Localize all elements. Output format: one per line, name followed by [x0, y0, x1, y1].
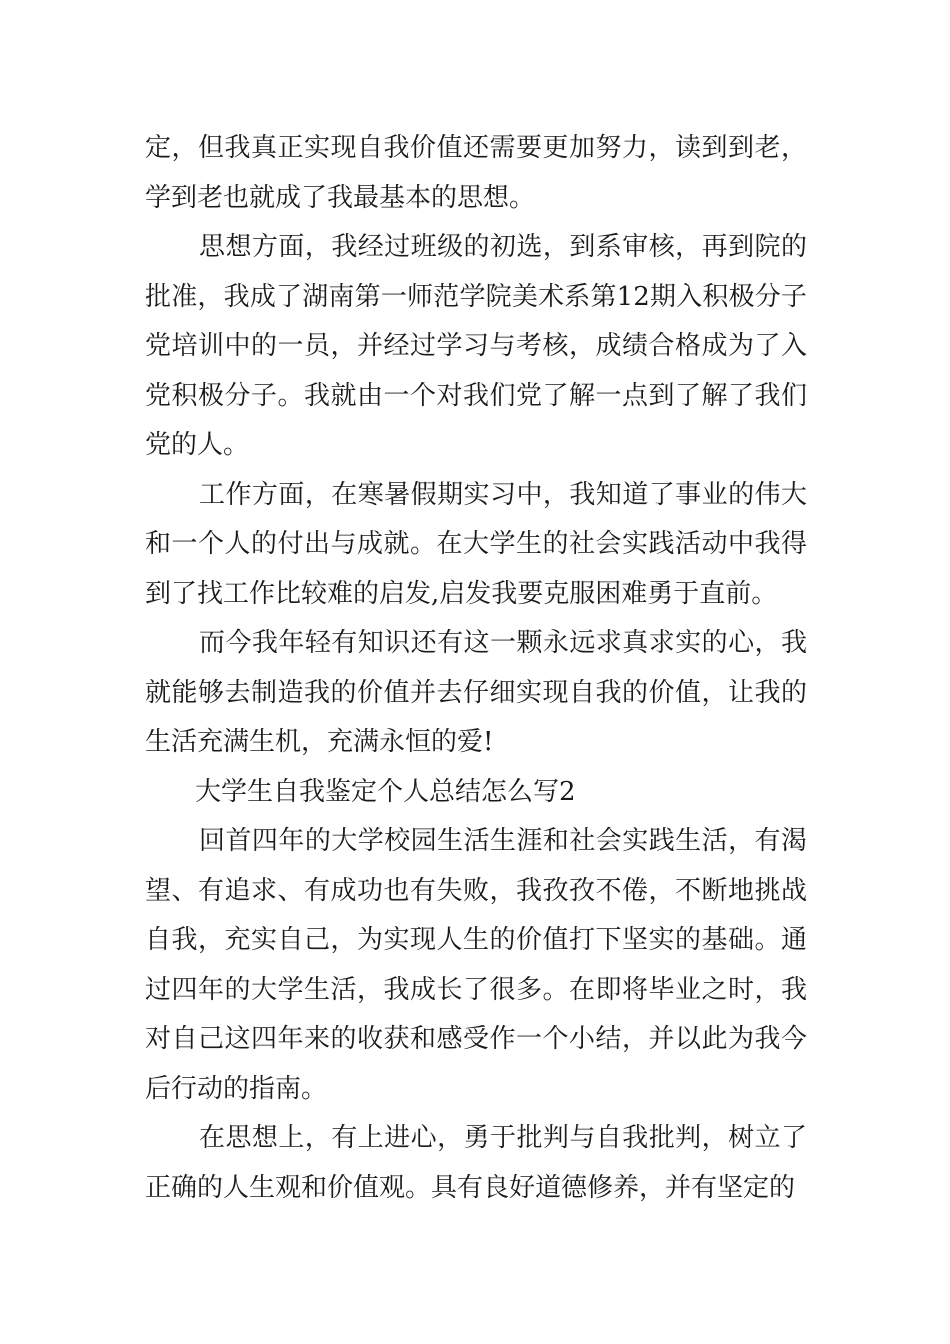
paragraph-work: 工作方面，在寒暑假期实习中，我知道了事业的伟大和一个人的付出与成就。在大学生的社会实践活动中我得到了找工作比较难的启发,启发我要克服困难勇于直前。 — [145, 479, 807, 609]
paragraph-ideology: 在思想上，有上进心，勇于批判与自我批判，树立了正确的人生观和价值观。具有良好道德修养，并有坚定的 — [145, 1123, 807, 1203]
paragraph-future: 而今我年轻有知识还有这一颗永远求真求实的心，我就能够去制造我的价值并去仔细实现自我的价值，让我的生活充满生机，充满永恒的爱! — [145, 628, 807, 757]
section-heading: 大学生自我鉴定个人总结怎么写2 — [195, 776, 576, 807]
paragraph-continuation: 定，但我真正实现自我价值还需要更加努力，读到到老，学到老也就成了我最基本的思想。 — [145, 133, 807, 213]
document-body — [145, 124, 807, 1213]
paragraph-review: 回首四年的大学校园生活生涯和社会实践生活，有渴望、有追求、有成功也有失败，我孜孜不倦，不断地挑战自我，充实自己，为实现人生的价值打下坚实的基础。通过四年的大学生活，我成长了很多。在即将毕业之时，我对自己这四年来的收获和感受作一个小结，并以此为我今后行动的指南。 — [145, 826, 807, 1104]
paragraph-thought: 思想方面，我经过班级的初选，到系审核，再到院的批准，我成了湖南第一师范学院美术系第12期入积极分子党培训中的一员，并经过学习与考核，成绩合格成为了入党积极分子。我就由一个对我们党了解一点到了解了我们党的人。 — [145, 232, 807, 460]
